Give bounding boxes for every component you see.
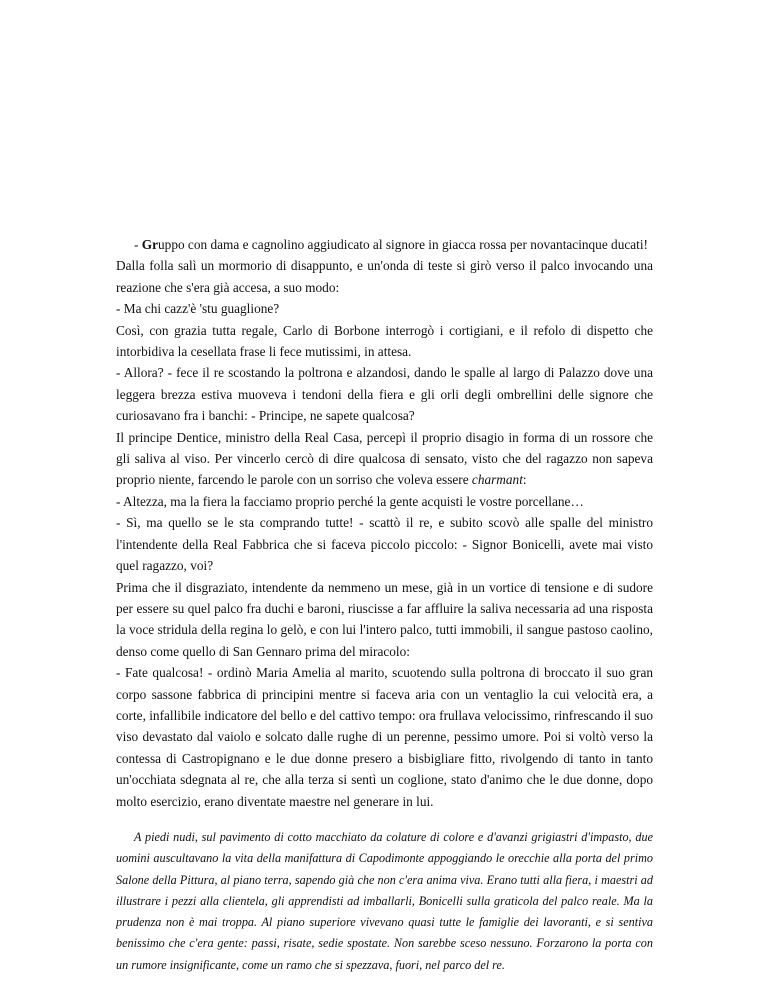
- paragraph-auction-rest: uppo con dama e cagnolino aggiudicato al signore in giacca rossa per novantacinque ducati!: [158, 237, 648, 252]
- paragraph-king-rises: - Allora? - fece il re scostando la poltrona e alzandosi, dando le spalle al largo di Palazzo dove una leggera brezza estiva muoveva i tendoni della fiera e gli orli degli ombrellini delle signore che curiosavano fra i banchi: - Principe, ne sapete qualcosa?: [116, 365, 653, 424]
- text-column: [116, 234, 653, 988]
- bold-initial: Gr: [141, 237, 159, 252]
- charmant-word: charmant: [471, 472, 523, 488]
- paragraph-prince-colon: :: [522, 472, 527, 488]
- paragraph-king-question: - Ma chi cazz'è 'stu guaglione?: [116, 301, 280, 317]
- paragraph-courtiers: Così, con grazia tutta regale, Carlo di Borbone interrogò i cortigiani, e il refolo di dispetto che intorbidiva la cesellata frase li fece mutissimi, in attesa.: [116, 322, 653, 360]
- paragraph-crowd: Dalla folla salì un mormorio di disappunto, e un'onda di teste si girò verso il palco invocando una reazione che s'era già accesa, a suo modo:: [116, 258, 653, 295]
- paragraph-queen-voice: Prima che il disgraziato, intendente da nemmeno un mese, già in un vortice di tensione e di sudore per essere su quel palco fra duchi e baroni, riuscisse a far affluire la saliva necessaria ad una risposta la voce stridula della regina lo gelò, e con lui l'intero palco, tutti immobili, il sangue pastoso caolino, denso come quello di San Gennaro prima del miracolo:: [116, 579, 653, 659]
- dash-prefix: -: [134, 237, 142, 252]
- paragraph-prince-text: Il principe Dentice, ministro della Real Casa, percepì il proprio disagio in forma di un rossore che gli saliva al viso. Per vincerlo cercò di dire qualcosa di sensato, visto che del ragazzo non sapeva proprio niente, farcendo le parole con un sorriso che voleva essere: [116, 429, 653, 488]
- dialogue-section: [116, 234, 653, 812]
- paragraph-maria-amelia: - Fate qualcosa! - ordinò Maria Amelia al marito, scuotendo sulla poltrona di broccato il suo gran corpo sassone fabbrica di principini mentre si faceva aria con un ventaglio la cui velocità era, a corte, infallibile indicatore del bello e del cattivo tempo: ora frullava velocissimo, rinfrescando il suo viso devastato dal vaiolo e solcato dalle rughe di un perenne, pessimo umore. Poi si voltò verso la contessa di Castropignano e le due donne presero a bisbigliare fitto, rivolgendo di tanto in tanto un'occhiata sdegnata al re, che alla terza si sentì un coglione, stato d'animo che le due donne, dopo molto esercizio, erano diventate maestre nel generare in lui.: [116, 665, 653, 809]
- italic-narrative-paragraph: A piedi nudi, sul pavimento di cotto macchiato da colature di colore e d'avanzi grigiastri d'impasto, due uomini auscultavano la vita della manifattura di Capodimonte appoggiando le orecchie alla porta del primo Salone della Pittura, al piano terra, sapendo già che non c'era anima viva. Erano tutti alla fiera, i maestri ad illustrare i pezzi alla clientela, gli apprendisti ad imballarli, Bonicelli sulla graticola del palco reale. Ma la prudenza non è mai troppa. Al piano superiore vivevano quasi tutte le famiglie dei lavoranti, e si sentiva benissimo che c'era gente: passi, risate, sedie spostate. Non sarebbe sceso nessuno. Forzarono la porta con un rumore insignificante, come un ramo che si spezzava, fuori, nel parco del re.: [116, 829, 653, 972]
- paragraph-auction-call: [116, 234, 653, 255]
- paragraph-bonicelli: - Sì, ma quello se le sta comprando tutte! - scattò il re, e subito scovò alle spalle del ministro l'intendente della Real Fabbrica che si faceva piccolo piccolo: - Signor Bonicelli, avete mai visto quel ragazzo, voi?: [116, 515, 653, 574]
- paragraph-prince-dentice: [116, 427, 653, 491]
- paragraph-altezza: - Altezza, ma la fiera la facciamo proprio perché la gente acquisti le vostre porcellane…: [116, 493, 584, 509]
